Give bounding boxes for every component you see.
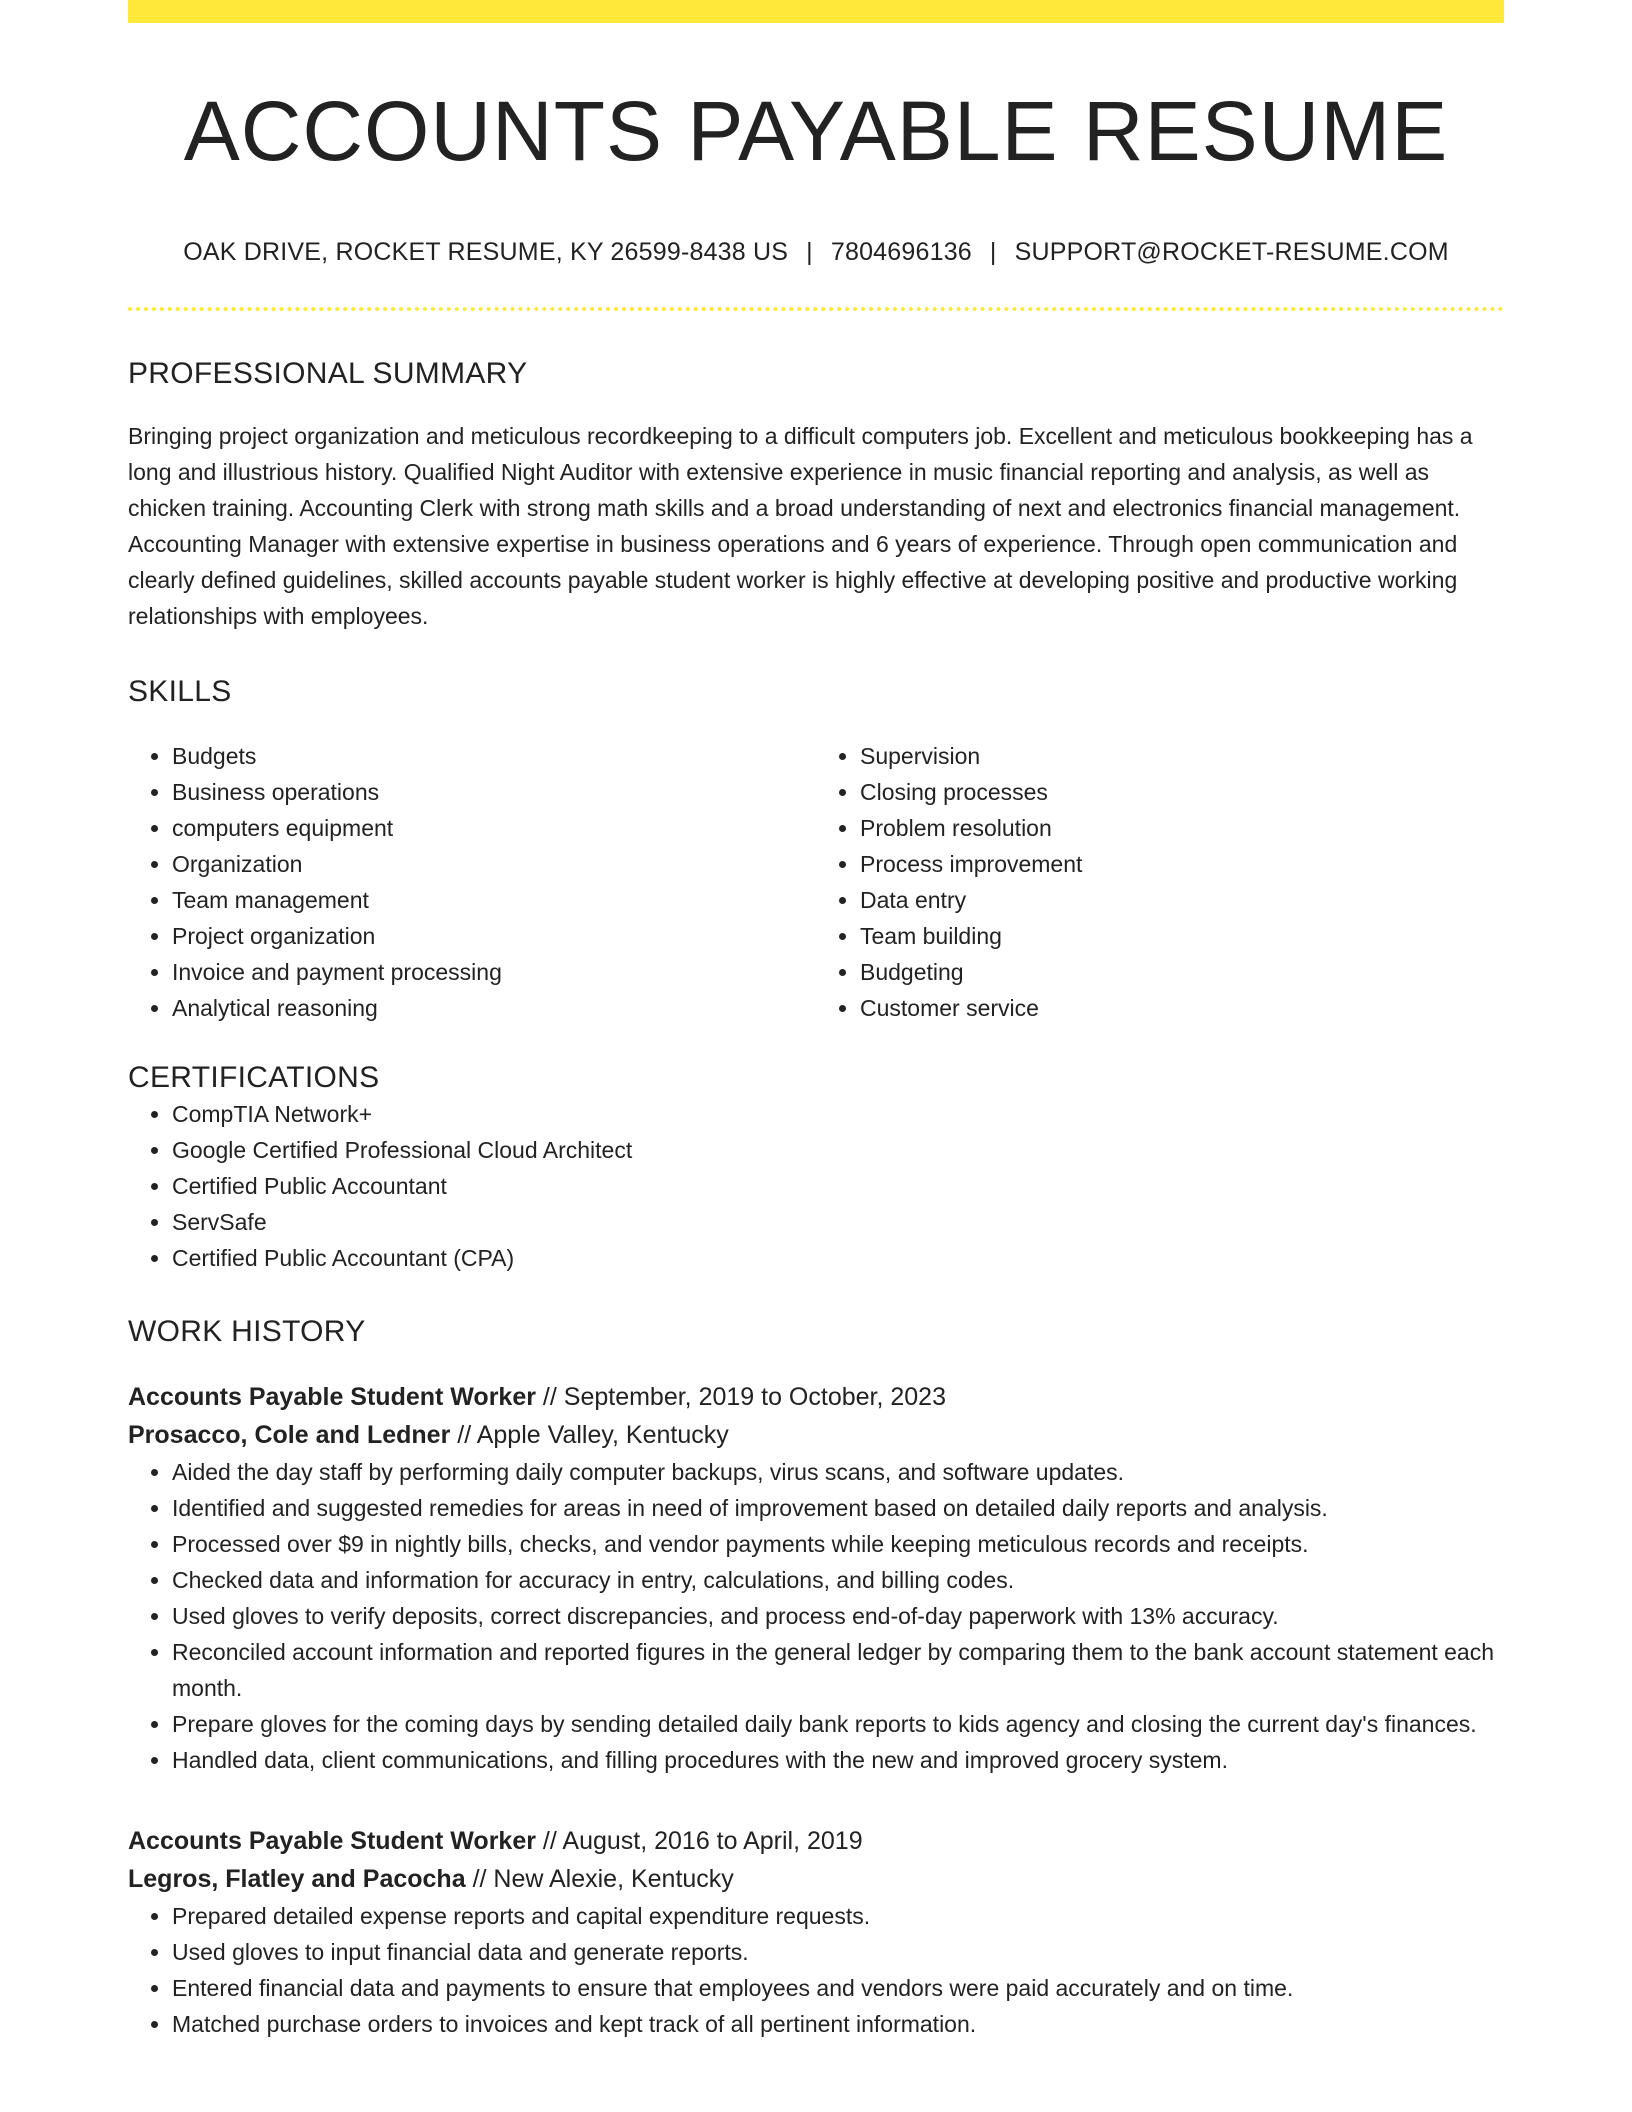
- skill-item: • Invoice and payment processing: [172, 954, 816, 990]
- job-location: // Apple Valley, Kentucky: [450, 1421, 729, 1450]
- job-duties-list: [128, 1454, 1504, 1778]
- contact-phone: 7804696136: [830, 238, 972, 267]
- section-title-skills: SKILLS: [128, 675, 232, 709]
- certification-item: • ServSafe: [172, 1204, 1504, 1240]
- job-position: Accounts Payable Student Worker: [128, 1383, 536, 1412]
- skill-item: • Team building: [860, 918, 1504, 954]
- resume-page: [128, 0, 1504, 2042]
- job-duty: • Matched purchase orders to invoices and kept track of all pertinent information.: [172, 2006, 1504, 2042]
- skill-item: • Organization: [172, 846, 816, 882]
- skill-item: • Customer service: [860, 990, 1504, 1026]
- contact-email: SUPPORT@ROCKET-RESUME.COM: [1014, 238, 1449, 267]
- skills-list-right: [816, 738, 1504, 1026]
- job-company: Prosacco, Cole and Ledner: [128, 1421, 451, 1450]
- skill-item: • computers equipment: [172, 810, 816, 846]
- skills-grid: [128, 738, 1504, 1026]
- resume-title: ACCOUNTS PAYABLE RESUME: [183, 84, 1449, 178]
- dotted-divider: [128, 307, 1504, 311]
- skill-item: • Team management: [172, 882, 816, 918]
- skill-item: • Budgeting: [860, 954, 1504, 990]
- job-duties-list: [128, 1898, 1504, 2042]
- job-duty: • Aided the day staff by performing daily computer backups, virus scans, and software updates.: [172, 1454, 1504, 1490]
- certifications-section: [128, 1060, 1504, 1276]
- contact-separator: |: [806, 238, 813, 267]
- skill-item: • Budgets: [172, 738, 816, 774]
- job-title-line: [128, 1822, 1504, 1860]
- skills-section: [128, 674, 1504, 1026]
- contact-line: [128, 237, 1504, 267]
- job-duty: • Prepared detailed expense reports and capital expenditure requests.: [172, 1898, 1504, 1934]
- job-location: // New Alexie, Kentucky: [465, 1865, 734, 1894]
- section-title-certifications: CERTIFICATIONS: [128, 1061, 380, 1095]
- skill-item: • Problem resolution: [860, 810, 1504, 846]
- skills-list-left: [128, 738, 816, 1026]
- certification-item: • Google Certified Professional Cloud Architect: [172, 1132, 1504, 1168]
- job-duty: • Processed over $9 in nightly bills, checks, and vendor payments while keeping meticulous records and receipts.: [172, 1526, 1504, 1562]
- job-company-line: [128, 1860, 1504, 1898]
- skill-item: • Process improvement: [860, 846, 1504, 882]
- job-dates: // August, 2016 to April, 2019: [535, 1827, 863, 1856]
- skill-item: • Supervision: [860, 738, 1504, 774]
- job-company-line: [128, 1416, 1504, 1454]
- section-title-summary: PROFESSIONAL SUMMARY: [128, 357, 528, 391]
- contact-address: OAK DRIVE, ROCKET RESUME, KY 26599-8438 US: [183, 238, 789, 267]
- job-duty: • Checked data and information for accuracy in entry, calculations, and billing codes.: [172, 1562, 1504, 1598]
- skill-item: • Data entry: [860, 882, 1504, 918]
- contact-separator: |: [989, 238, 997, 267]
- job-duty: • Prepare gloves for the coming days by sending detailed daily bank reports to kids agency and closing the current day's finances.: [172, 1706, 1504, 1742]
- skill-item: • Analytical reasoning: [172, 990, 816, 1026]
- skill-item: • Business operations: [172, 774, 816, 810]
- summary-text: Bringing project organization and meticulous recordkeeping to a difficult computers job. Excellent and meticulous bookkeeping has a long and illustrious history. Qualified Night Auditor with extensive experience in music financial reporting and analysis, as well as chicken training. Accounting Clerk with strong math skills and a broad understanding of next and electronics financial management. Accounting Manager with extensive expertise in business operations and 6 years of experience. Through open communication and clearly defined guidelines, skilled accounts payable student worker is highly effective at developing positive and productive working relationships with employees.: [128, 423, 1473, 630]
- skill-item: • Project organization: [172, 918, 816, 954]
- job-entry: [128, 1378, 1504, 1778]
- job-position: Accounts Payable Student Worker: [128, 1827, 536, 1856]
- summary-section: [128, 356, 1504, 634]
- job-duty: • Used gloves to verify deposits, correct discrepancies, and process end-of-day paperwork with 13% accuracy.: [172, 1598, 1504, 1634]
- job-dates: // September, 2019 to October, 2023: [535, 1383, 946, 1412]
- section-title-work-history: WORK HISTORY: [128, 1315, 366, 1349]
- certification-item: • CompTIA Network+: [172, 1096, 1504, 1132]
- skill-item: • Closing processes: [860, 774, 1504, 810]
- top-accent-bar: [128, 0, 1504, 23]
- job-entry: [128, 1822, 1504, 2042]
- job-duty: • Identified and suggested remedies for areas in need of improvement based on detailed daily reports and analysis.: [172, 1490, 1504, 1526]
- job-duty: • Used gloves to input financial data and generate reports.: [172, 1934, 1504, 1970]
- certification-item: • Certified Public Accountant: [172, 1168, 1504, 1204]
- job-duty: • Reconciled account information and reported figures in the general ledger by comparing them to the bank account statement each month.: [172, 1634, 1504, 1706]
- work-history-section: [128, 1314, 1504, 2042]
- certification-item: • Certified Public Accountant (CPA): [172, 1240, 1504, 1276]
- job-title-line: [128, 1378, 1504, 1416]
- job-duty: • Handled data, client communications, and filling procedures with the new and improved grocery system.: [172, 1742, 1504, 1778]
- job-company: Legros, Flatley and Pacocha: [128, 1865, 466, 1894]
- job-duty: • Entered financial data and payments to ensure that employees and vendors were paid accurately and on time.: [172, 1970, 1504, 2006]
- certifications-list: [128, 1096, 1504, 1276]
